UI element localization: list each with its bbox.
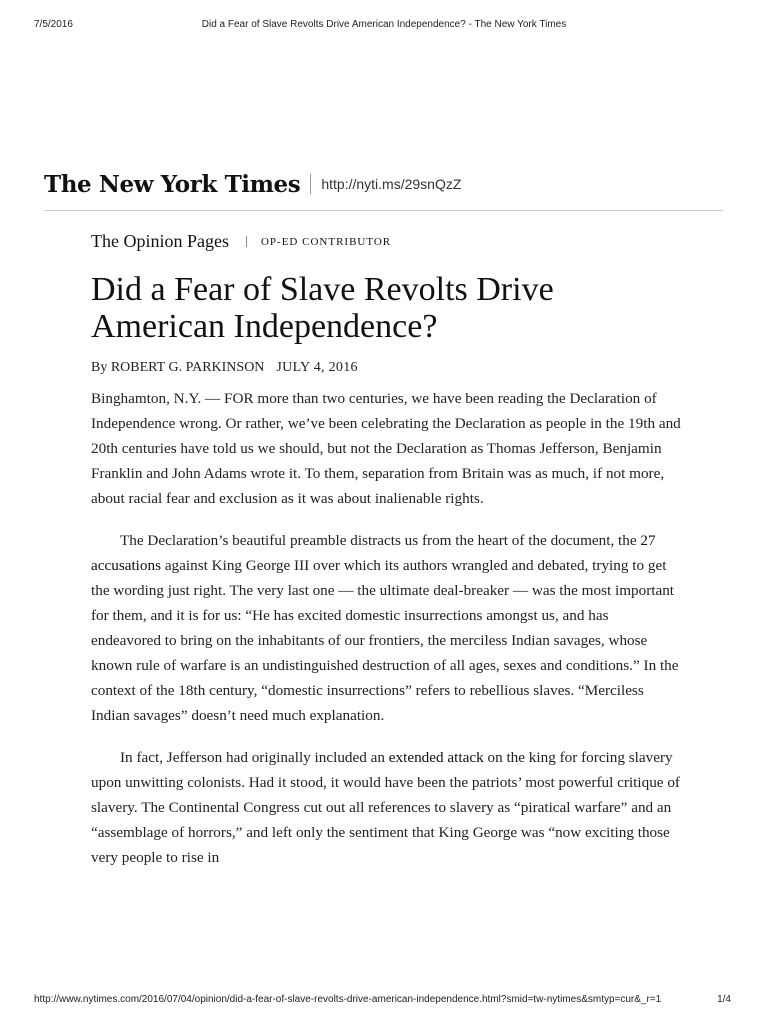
print-page-title: Did a Fear of Slave Revolts Drive American Independence? - The New York Times (201, 19, 567, 30)
section-name-link[interactable]: The Opinion Pages (91, 231, 229, 251)
section-row (91, 231, 391, 252)
paragraph-3 (91, 745, 681, 870)
byline (91, 360, 358, 376)
paragraph-1: Binghamton, N.Y. — FOR more than two centuries, we have been reading the Declaration of Independence wrong. Or rather, we’ve been celebrating the Declaration as people in the 19th and 20th centuries have told us we should, but not the Declaration as Thomas Jefferson, Benjamin Franklin and John Adams wrote it. To them, separation from Britain was as much, if not more, about racial fear and exclusion as it was about inalienable rights. (91, 390, 681, 507)
masthead (44, 168, 723, 200)
paragraph-2 (91, 528, 681, 728)
byline-author: By ROBERT G. PARKINSON (91, 360, 265, 375)
print-footer-url: http://www.nytimes.com/2016/07/04/opinion/did-a-fear-of-slave-revolts-drive-american-independence.html?smid=tw-nytimes&smtyp=cur&_r=1 (34, 994, 662, 1005)
paragraph-2-text-end: against King George III over which its authors wrangled and debated, trying to get the wording just right. The very last one — the ultimate deal-breaker — was the most important for them, and it is for us: “He has excited domestic insurrections amongst us, and has endeavored to bring on the inhabitants of our frontiers, the merciless Indian savages, whose known rule of warfare is an undistinguished destruction of all ages, sexes and conditions.” In the context of the 18th century, “domestic insurrections” refers to rebellious slaves. “Merciless Indian savages” doesn’t need much explanation. (91, 557, 679, 724)
print-page-number: 1/4 (717, 994, 731, 1005)
masthead-rule (44, 210, 723, 211)
masthead-divider (310, 174, 311, 194)
paragraph-3-text-start: In fact, Jefferson had originally included an (120, 749, 389, 766)
article-date: JULY 4, 2016 (276, 360, 358, 375)
article-body (91, 386, 681, 887)
paragraph-3-text-end: on the king for forcing slavery upon unwitting colonists. Had it stood, it would have been the patriots’ most powerful critique of slavery. The Continental Congress cut out all references to slavery as “piratical warfare” and an “assemblage of horrors,” and left only the sentiment that King George was “now exciting those very people to rise in (91, 749, 680, 866)
paragraph-2-text-start: The Declaration’s beautiful preamble distracts us from the heart of the document, the (120, 532, 641, 549)
section-divider (246, 236, 247, 247)
accusations-link[interactable]: 27 accusations (91, 532, 656, 574)
article-headline: Did a Fear of Slave Revolts Drive American Independence? (91, 271, 554, 345)
nyt-logo[interactable]: The New York Times (44, 170, 301, 198)
kicker-label: OP-ED CONTRIBUTOR (260, 235, 392, 248)
short-url-link[interactable]: http://nyti.ms/29snQzZ (321, 176, 462, 192)
print-date: 7/5/2016 (34, 19, 73, 30)
extended-attack-link[interactable]: extended attack (388, 749, 484, 766)
